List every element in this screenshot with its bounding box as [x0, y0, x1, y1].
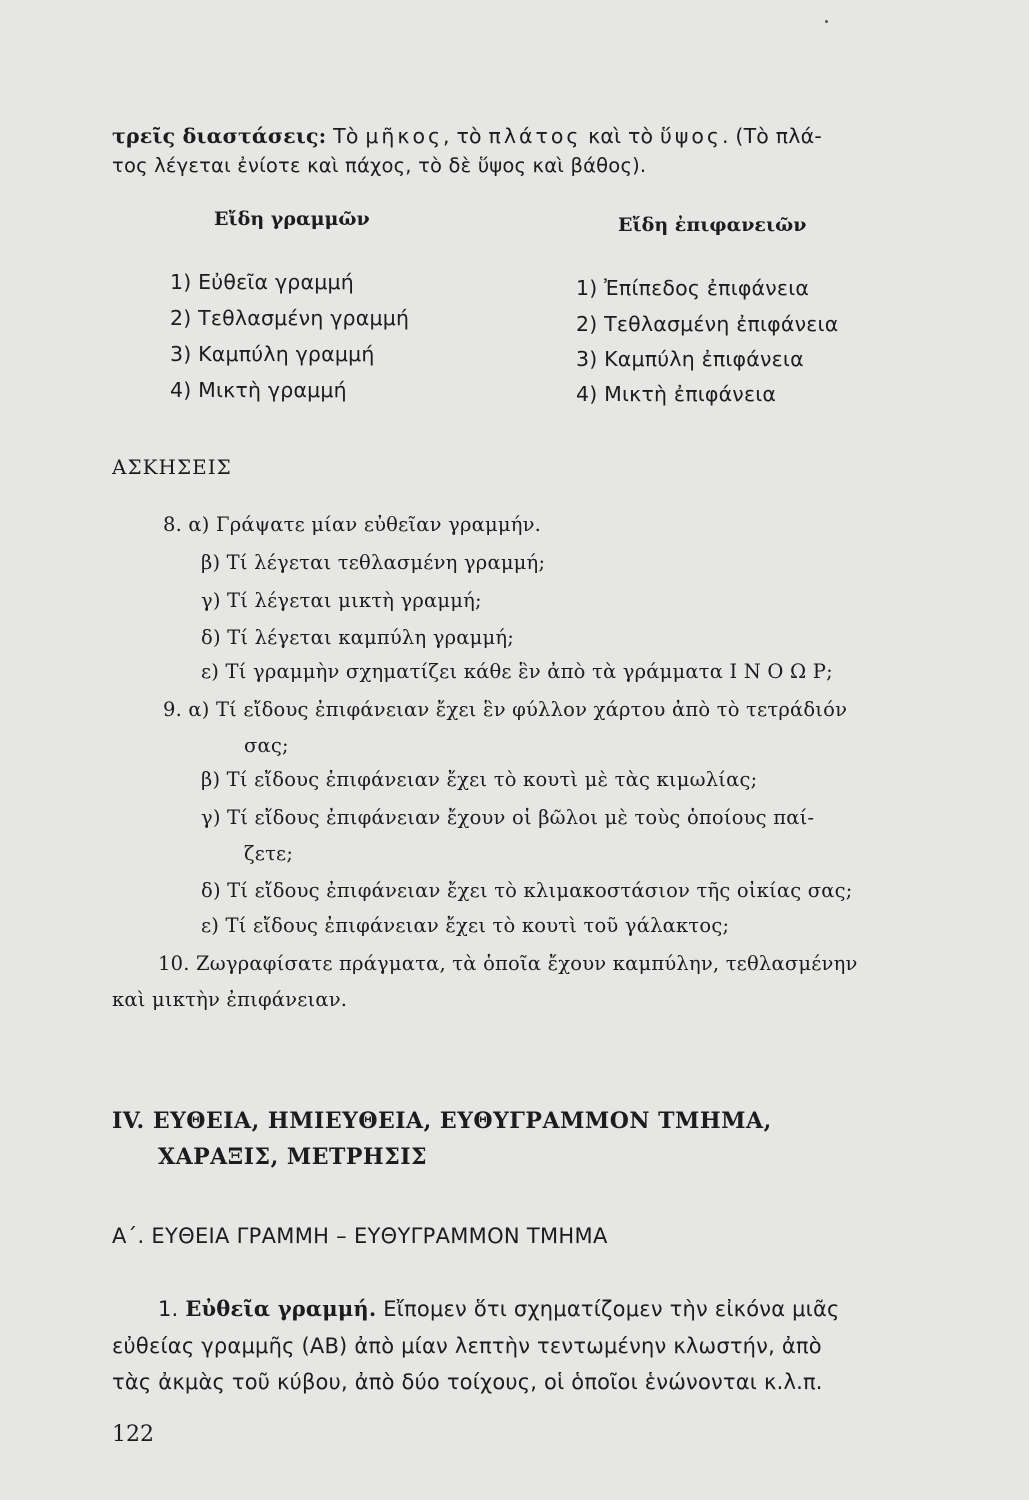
exercise-line: σας;	[244, 734, 289, 757]
exercise-line: δ) Τί λέγεται καμπύλη γραμμή;	[201, 626, 515, 649]
line-type-item: 1) Εὐθεῖα γραμμή	[170, 270, 354, 294]
exercise-line: γ) Τί εἴδους ἐπιφάνειαν ἔχουν οἱ βῶλοι μὲ τοὺς ὁποίους παί-	[201, 806, 815, 829]
surface-type-item: 1) Ἐπίπεδος ἐπιφάνεια	[576, 276, 810, 300]
exercise-line: β) Τί εἴδους ἐπιφάνειαν ἔχει τὸ κουτὶ μὲ τὰς κιμωλίας;	[201, 768, 758, 791]
page-number: 122	[112, 1422, 154, 1447]
line-type-item: 2) Τεθλασμένη γραμμή	[170, 306, 410, 330]
chapter-title-line-2: ΧΑΡΑΞΙΣ, ΜΕΤΡΗΣΙΣ	[158, 1144, 428, 1170]
section-title: Α΄. ΕΥΘΕΙΑ ΓΡΑΜΜΗ – ΕΥΘΥΓΡΑΜΜΟΝ ΤΜΗΜΑ	[112, 1224, 608, 1248]
exercise-line: ζετε;	[244, 842, 294, 865]
paragraph-line-3: τὰς ἀκμὰς τοῦ κύβου, ἀπὸ δύο τοίχους, οἱ ὁποῖοι ἑνώνονται κ.λ.π.	[112, 1370, 823, 1394]
paragraph-line-2: εὐθείας γραμμῆς (ΑΒ) ἀπὸ μίαν λεπτὴν τεντωμένην κλωστήν, ἀπὸ	[112, 1334, 822, 1358]
surface-type-item: 4) Μικτὴ ἐπιφάνεια	[576, 382, 777, 406]
exercise-line: ε) Τί εἴδους ἐπιφάνειαν ἔχει τὸ κουτὶ τοῦ γάλακτος;	[201, 914, 730, 937]
exercises-heading: ΑΣΚΗΣΕΙΣ	[112, 455, 232, 479]
paragraph-line-1: 1. Εὐθεῖα γραμμή. Εἴπομεν ὅτι σχηματίζομεν τὴν εἰκόνα μιᾶς	[158, 1296, 840, 1321]
surface-type-item: 2) Τεθλασμένη ἐπιφάνεια	[576, 312, 839, 336]
exercise-line: β) Τί λέγεται τεθλασμένη γραμμή;	[201, 551, 546, 574]
lines-types-header: Εἴδη γραμμῶν	[214, 208, 370, 230]
intro-line-1: τρεῖς διαστάσεις: Τὸ μῆκος, τὸ πλάτος καὶ τὸ ὕψος. (Τὸ πλά-	[112, 124, 822, 148]
surface-types-header: Εἴδη ἐπιφανειῶν	[618, 214, 807, 236]
exercise-line: 10. Ζωγραφίσατε πράγματα, τὰ ὁποῖα ἔχουν καμπύλην, τεθλασμένην	[158, 952, 858, 975]
exercise-line: δ) Τί εἴδους ἐπιφάνειαν ἔχει τὸ κλιμακοστάσιον τῆς οἰκίας σας;	[201, 879, 853, 902]
speck	[825, 20, 828, 23]
paragraph-bold-term: Εὐθεῖα γραμμή.	[185, 1296, 377, 1321]
line-type-item: 4) Μικτὴ γραμμή	[170, 378, 347, 402]
exercise-line: καὶ μικτὴν ἐπιφάνειαν.	[112, 988, 348, 1011]
chapter-title-line-1: IV. ΕΥΘΕΙΑ, ΗΜΙΕΥΘΕΙΑ, ΕΥΘΥΓΡΑΜΜΟΝ ΤΜΗΜΑ,	[112, 1108, 772, 1134]
exercise-line: 9. α) Τί εἴδους ἐπιφάνειαν ἔχει ἓν φύλλον χάρτου ἀπὸ τὸ τετράδιόν	[163, 698, 848, 721]
exercise-line: ε) Τί γραμμὴν σχηματίζει κάθε ἓν ἀπὸ τὰ γράμματα Ι Ν Ο Ω Ρ;	[201, 660, 833, 683]
line-type-item: 3) Καμπύλη γραμμή	[170, 342, 375, 366]
exercise-line: 8. α) Γράψατε μίαν εὐθεῖαν γραμμήν.	[163, 513, 542, 536]
exercise-line: γ) Τί λέγεται μικτὴ γραμμή;	[201, 589, 482, 612]
intro-bold-term: τρεῖς διαστάσεις:	[112, 124, 327, 148]
surface-type-item: 3) Καμπύλη ἐπιφάνεια	[576, 347, 804, 371]
intro-line-2: τος λέγεται ἐνίοτε καὶ πάχος, τὸ δὲ ὕψος καὶ βάθος).	[112, 154, 647, 177]
